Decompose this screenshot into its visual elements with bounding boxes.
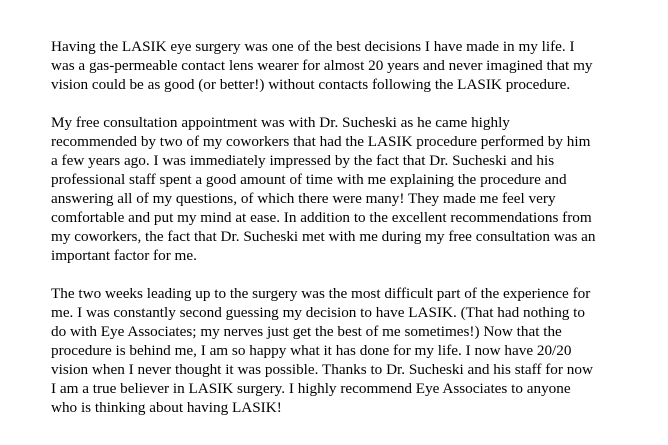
text-line: recommended by two of my coworkers that had the LASIK procedure performed by him [51, 133, 591, 150]
text-line: a few years ago. I was immediately impressed by the fact that Dr. Sucheski and his [51, 152, 555, 169]
text-line: vision could be as good (or better!) without contacts following the LASIK procedure. [51, 76, 571, 93]
text-line: comfortable and put my mind at ease. In addition to the excellent recommendations from [51, 209, 592, 226]
text-line: Having the LASIK eye surgery was one of the best decisions I have made in my life. I [51, 38, 575, 55]
testimonial-document [51, 37, 641, 417]
text-line: me. I was constantly second guessing my decision to have LASIK. (That had nothing to [51, 304, 585, 321]
text-line: I am a true believer in LASIK surgery. I highly recommend Eye Associates to anyone [51, 380, 571, 397]
text-line: answering all of my questions, of which there were many! They made me feel very [51, 190, 556, 207]
text-line: procedure is behind me, I am so happy what it has done for my life. I now have 20/20 [51, 342, 572, 359]
paragraph-intro [51, 37, 641, 94]
text-line: my coworkers, the fact that Dr. Sucheski met with me during my free consultation was an [51, 228, 596, 245]
paragraph-consultation [51, 113, 641, 265]
text-line: The two weeks leading up to the surgery was the most difficult part of the experience for [51, 285, 591, 302]
text-line: vision when I never thought it was possible. Thanks to Dr. Sucheski and his staff for now [51, 361, 593, 378]
text-line: was a gas-permeable contact lens wearer for almost 20 years and never imagined that my [51, 57, 593, 74]
text-line: who is thinking about having LASIK! [51, 399, 282, 416]
text-line: important factor for me. [51, 247, 197, 264]
text-line: professional staff spent a good amount of time with me explaining the procedure and [51, 171, 567, 188]
paragraph-surgery [51, 284, 641, 417]
text-line: My free consultation appointment was with Dr. Sucheski as he came highly [51, 114, 510, 131]
text-line: do with Eye Associates; my nerves just get the best of me sometimes!) Now that the [51, 323, 562, 340]
